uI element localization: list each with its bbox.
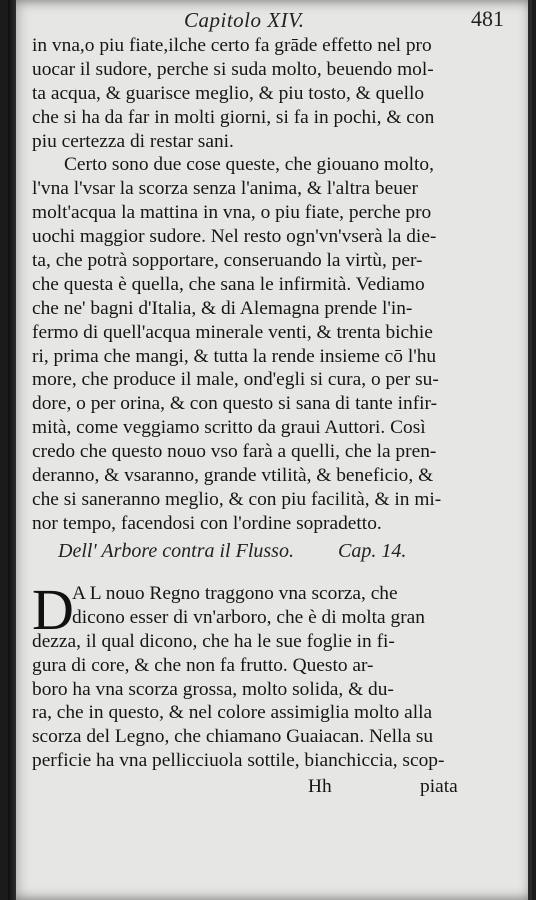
drop-cap: D [32, 577, 74, 642]
running-title: Capitolo XIV. [184, 8, 305, 32]
text-line: ri, prima che mangi, & tutta la rende insieme cō l'hu [32, 345, 437, 367]
text-line: more, che produce il male, ond'egli si cura, o per su- [32, 369, 439, 391]
text-line: l'vna l'vsar la scorza senza l'anima, & l'altra beuer [32, 178, 418, 200]
text-line: scorza del Legno, che chiamano Guaiacan. Nella su [32, 726, 434, 748]
page-gutter-shadow [8, 0, 16, 900]
text-line: ta acqua, & guarisce meglio, & piu tosto, & quello [32, 82, 425, 104]
text-line: ra, che in questo, & nel colore assimiglia molto alla [32, 702, 433, 724]
catchword: piata [420, 776, 458, 797]
page-footer [8, 776, 532, 802]
text-line: in vna,o piu fiate,ilche certo fa grāde effetto nel pro [32, 35, 432, 56]
text-line: deranno, & vsaranno, grande vtilità, & beneficio, & [32, 465, 434, 487]
page-header [36, 4, 504, 34]
chapter-title: Dell' Arbore contra il Flusso. [58, 540, 294, 562]
text-line: uocar il sudore, perche si suda molto, beuendo mol- [32, 58, 434, 80]
text-line: che si ha da far in molti giorni, si fa in pochi, & con [32, 106, 435, 128]
paragraph-2 [32, 153, 506, 535]
text-line: fermo di quell'acqua minerale venti, & trenta bichie [32, 321, 433, 343]
chapter-number: Cap. 14. [338, 540, 407, 562]
text-line: credo che questo nouo vso farà a quelli, che la pren- [32, 441, 437, 463]
body-text [32, 34, 506, 536]
text-line: A L nouo Regno traggono vna scorza, che [72, 583, 398, 604]
text-line: perficie ha vna pellicciuola sottile, bianchiccia, scop- [32, 750, 445, 772]
page-number: 481 [471, 6, 504, 31]
chapter-heading [58, 540, 498, 568]
text-line: ta, che potrà sopportare, conseruando la virtù, per- [32, 250, 423, 272]
text-line: Certo sono due cose queste, che giouano molto, [64, 154, 434, 176]
paragraph-3 [32, 577, 506, 773]
text-line: mità, come veggiamo scritto da graui Auttori. Così [32, 417, 426, 439]
paragraph-1 [32, 34, 506, 153]
text-line: piu certezza di restar sani. [32, 130, 234, 152]
text-line: che questa è quella, che sana le infirmità. Vediamo [32, 273, 425, 295]
text-line: boro ha vna scorza grossa, molto solida, & du- [32, 678, 394, 700]
text-line: dore, o per orina, & con questo si sana di tante infir- [32, 393, 438, 415]
text-line: gura di core, & che non fa frutto. Questo ar- [32, 654, 374, 676]
book-page [8, 0, 532, 900]
text-line: dicono esser di vn'arboro, che è di molta gran [72, 606, 425, 628]
text-line: che ne' bagni d'Italia, & di Alemagna prende l'in- [32, 297, 413, 319]
text-line: nor tempo, facendosi con l'ordine sopradetto. [32, 512, 382, 534]
text-line: molt'acqua la mattina in vna, o piu fiate, perche pro [32, 202, 432, 224]
text-line: che si saneranno meglio, & con piu facilità, & in mi- [32, 488, 442, 510]
text-line: uochi maggior sudore. Nel resto ogn'vn'vserà la die- [32, 226, 437, 248]
text-line: dezza, il qual dicono, che ha le sue foglie in fi- [32, 630, 395, 652]
page-edge [528, 0, 532, 900]
signature-mark: Hh [308, 776, 332, 797]
